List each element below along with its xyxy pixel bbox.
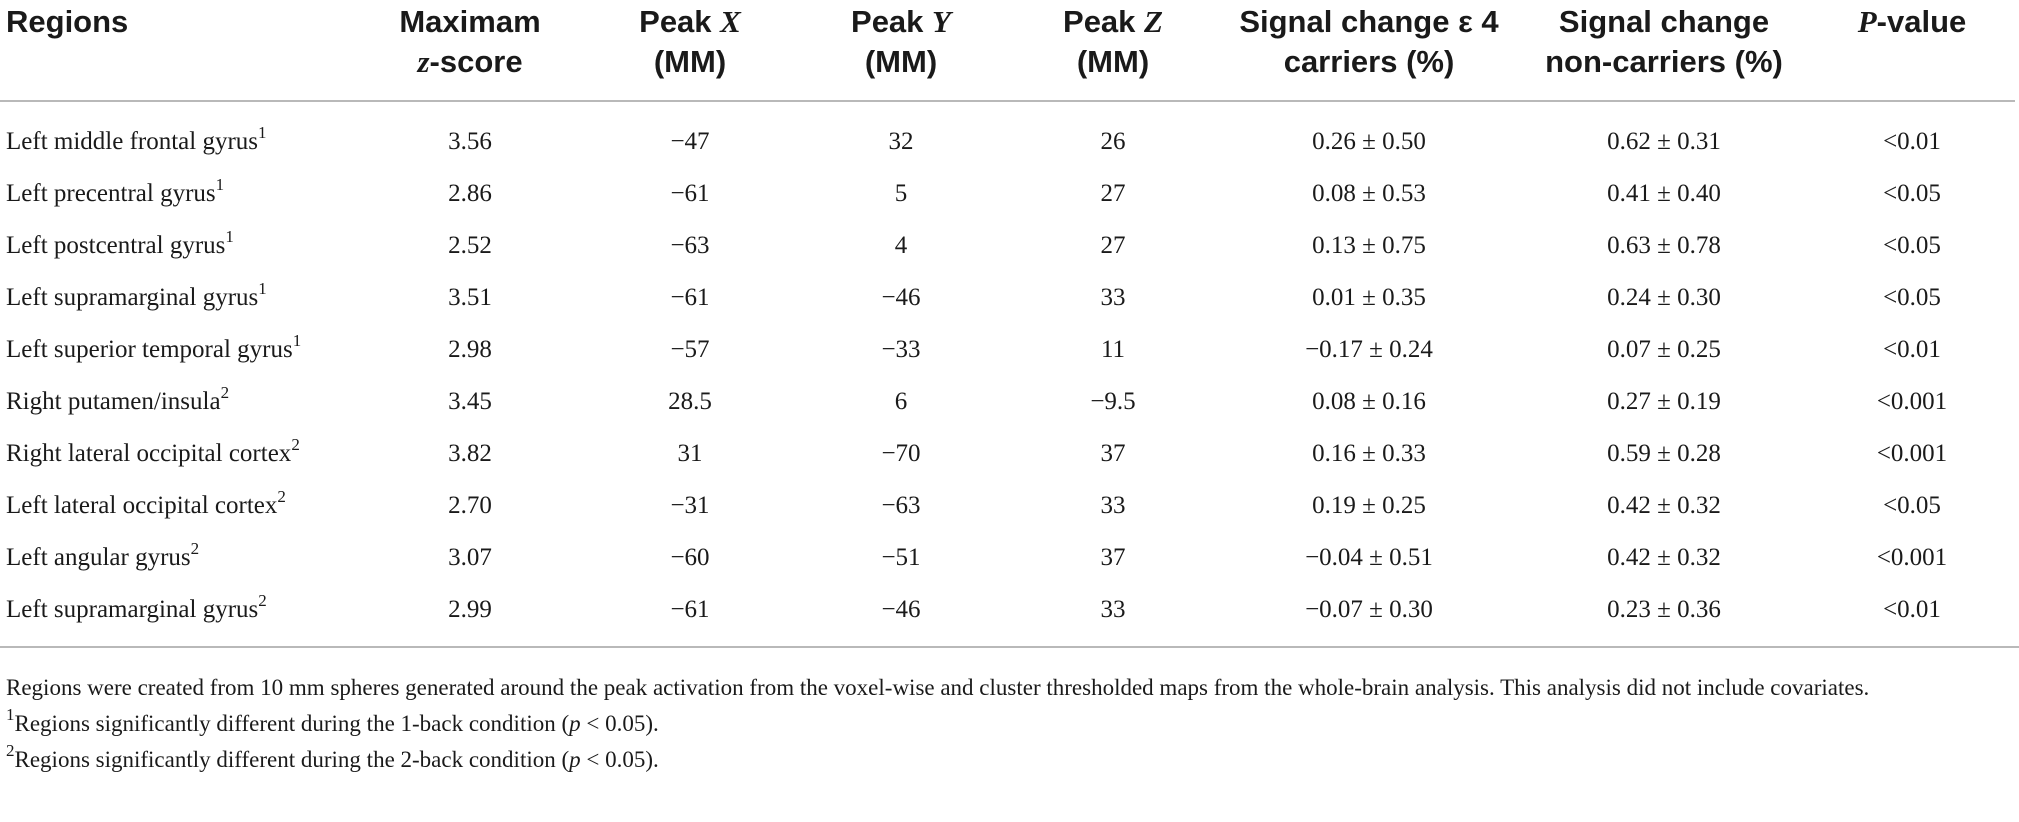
signal-non-carriers-cell: 0.24 ± 0.30 — [1607, 284, 1721, 311]
header-regions — [0, 0, 355, 101]
peak-z-cell: 37 — [1100, 544, 1126, 571]
signal-carriers-cell: 0.19 ± 0.25 — [1312, 492, 1426, 519]
footnote-2-text-post: < 0.05). — [580, 747, 659, 772]
peak-x-cell: −60 — [670, 544, 710, 571]
region-name: Left postcentral gyrus — [6, 232, 226, 259]
footnote-1-text-pre: Regions significantly different during the 1-back condition ( — [14, 711, 570, 736]
region-name: Left middle frontal gyrus — [6, 128, 259, 155]
region-cell — [0, 532, 355, 584]
table-header — [0, 0, 2015, 101]
peak-y-cell: −70 — [881, 440, 921, 467]
table-row — [0, 584, 2015, 636]
region-name: Left superior temporal gyrus — [6, 336, 293, 363]
peak-x-cell: −61 — [670, 180, 710, 207]
header-max-z-score — [355, 0, 585, 101]
header-peak-y-line1 — [799, 2, 1003, 42]
signal-non-carriers-cell: 0.42 ± 0.32 — [1607, 492, 1721, 519]
table-row — [0, 324, 2015, 376]
footnote-2-marker: 2 — [6, 741, 15, 761]
peak-y-cell: −46 — [881, 596, 921, 623]
p-value-cell: <0.05 — [1883, 180, 1941, 207]
p-value-cell: <0.001 — [1876, 544, 1948, 571]
signal-non-carriers-cell: 0.59 ± 0.28 — [1607, 440, 1721, 467]
table-row — [0, 480, 2015, 532]
region-cell — [0, 428, 355, 480]
peak-x-cell: −57 — [670, 336, 710, 363]
signal-carriers-cell: 0.26 ± 0.50 — [1312, 128, 1426, 155]
peak-z-cell: 27 — [1100, 232, 1126, 259]
header-peak-z-unit: (MM) — [1076, 44, 1150, 79]
table-footnotes — [6, 670, 2011, 778]
p-value-cell: <0.01 — [1883, 128, 1941, 155]
peak-z-cell: 33 — [1100, 492, 1126, 519]
peak-y-cell: 4 — [894, 232, 908, 259]
peak-z-cell: 37 — [1100, 440, 1126, 467]
header-p-value-label — [1813, 2, 2011, 42]
table-row — [0, 272, 2015, 324]
table-row — [0, 220, 2015, 272]
peak-x-cell: −63 — [670, 232, 710, 259]
header-p-rest: -value — [1876, 4, 1967, 39]
signal-carriers-cell: 0.13 ± 0.75 — [1312, 232, 1426, 259]
footnote-marker: 1 — [215, 174, 225, 194]
p-value-cell: <0.01 — [1883, 336, 1941, 363]
region-name: Left supramarginal gyrus — [6, 284, 259, 311]
max-z-cell: 2.99 — [448, 596, 492, 623]
max-z-cell: 2.52 — [448, 232, 492, 259]
table-note-main: Regions were created from 10 mm spheres generated around the peak activation from the voxel-wise and cluster thresholded maps from the whole-brain analysis. This analysis did not include covariates. — [6, 675, 1870, 700]
header-signal-carriers-line2: carriers (%) — [1283, 44, 1455, 79]
signal-non-carriers-cell: 0.62 ± 0.31 — [1607, 128, 1721, 155]
peak-y-cell: 5 — [894, 180, 908, 207]
max-z-cell: 3.56 — [448, 128, 492, 155]
peak-y-cell: −46 — [881, 284, 921, 311]
signal-carriers-cell: 0.01 ± 0.35 — [1312, 284, 1426, 311]
footnote-1-p: p — [569, 711, 581, 736]
max-z-cell: 2.70 — [448, 492, 492, 519]
header-regions-label: Regions — [6, 4, 129, 39]
signal-carriers-cell: −0.17 ± 0.24 — [1305, 336, 1433, 363]
region-name: Right putamen/insula — [6, 388, 221, 415]
table-bottom-rule — [0, 636, 2019, 648]
max-z-cell: 2.98 — [448, 336, 492, 363]
header-signal-carriers — [1219, 0, 1519, 101]
peak-x-cell: 28.5 — [668, 388, 712, 415]
signal-non-carriers-cell: 0.27 ± 0.19 — [1607, 388, 1721, 415]
footnote-1-marker: 1 — [6, 705, 15, 725]
max-z-cell: 2.86 — [448, 180, 492, 207]
footnote-marker: 2 — [291, 434, 300, 454]
signal-carriers-cell: 0.08 ± 0.16 — [1312, 388, 1426, 415]
peak-y-cell: 6 — [894, 388, 908, 415]
header-row — [0, 0, 2015, 101]
footnote-2 — [6, 742, 2011, 778]
header-peak-y-unit: (MM) — [864, 44, 938, 79]
region-name: Left supramarginal gyrus — [6, 596, 259, 623]
footnote-marker: 1 — [258, 122, 267, 142]
signal-non-carriers-cell: 0.42 ± 0.32 — [1607, 544, 1721, 571]
header-peak-y — [795, 0, 1007, 101]
signal-carriers-cell: −0.07 ± 0.30 — [1305, 596, 1433, 623]
signal-carriers-cell: −0.04 ± 0.51 — [1305, 544, 1433, 571]
footnote-marker: 1 — [292, 330, 302, 350]
max-z-cell: 3.45 — [448, 388, 492, 415]
footnote-marker: 1 — [225, 226, 234, 246]
footnote-marker: 2 — [190, 538, 200, 558]
table-row — [0, 532, 2015, 584]
region-name: Left precentral gyrus — [6, 180, 216, 207]
signal-non-carriers-cell: 0.23 ± 0.36 — [1607, 596, 1721, 623]
peak-x-cell: −61 — [670, 596, 710, 623]
peak-y-cell: −51 — [881, 544, 921, 571]
header-signal-non-carriers-line2: non-carriers (%) — [1545, 44, 1783, 79]
p-value-cell: <0.001 — [1876, 440, 1948, 467]
header-peak-y-word: Peak — [851, 4, 933, 39]
header-peak-x-word: Peak — [639, 4, 721, 39]
header-signal-carriers-line1: Signal change ε 4 — [1239, 4, 1499, 39]
footnote-2-text-pre: Regions significantly different during the 2-back condition ( — [14, 747, 570, 772]
peak-z-cell: −9.5 — [1090, 388, 1136, 415]
peak-x-cell: −31 — [670, 492, 710, 519]
signal-non-carriers-cell: 0.41 ± 0.40 — [1607, 180, 1721, 207]
header-peak-x-letter: X — [720, 4, 741, 39]
table-row — [0, 376, 2015, 428]
footnote-1-text-post: < 0.05). — [580, 711, 659, 736]
peak-y-cell: −33 — [881, 336, 921, 363]
region-name: Left angular gyrus — [6, 544, 191, 571]
table-row — [0, 428, 2015, 480]
signal-carriers-cell: 0.08 ± 0.53 — [1312, 180, 1426, 207]
header-z-rest: -score — [429, 44, 523, 79]
region-cell — [0, 101, 355, 168]
peak-x-cell: −47 — [670, 128, 710, 155]
region-cell — [0, 168, 355, 220]
header-z-italic: z — [417, 44, 430, 79]
header-peak-y-letter: Y — [932, 4, 951, 39]
header-max-z-line2 — [359, 42, 581, 82]
max-z-cell: 3.82 — [448, 440, 492, 467]
region-name: Left lateral occipital cortex — [6, 492, 278, 519]
peak-z-cell: 27 — [1100, 180, 1126, 207]
footnote-marker: 1 — [258, 278, 267, 298]
p-value-cell: <0.01 — [1883, 596, 1941, 623]
region-cell — [0, 220, 355, 272]
footnote-1 — [6, 706, 2011, 742]
peak-x-cell: −61 — [670, 284, 710, 311]
header-peak-x-unit: (MM) — [653, 44, 727, 79]
signal-non-carriers-cell: 0.07 ± 0.25 — [1607, 336, 1721, 363]
footnote-marker: 2 — [277, 486, 286, 506]
header-max-z-line1: Maximam — [399, 4, 541, 39]
header-p-letter: P — [1857, 4, 1877, 39]
signal-non-carriers-cell: 0.63 ± 0.78 — [1607, 232, 1721, 259]
signal-carriers-cell: 0.16 ± 0.33 — [1312, 440, 1426, 467]
max-z-cell: 3.07 — [448, 544, 492, 571]
header-peak-x — [585, 0, 795, 101]
footnote-marker: 2 — [220, 382, 230, 402]
header-peak-z — [1007, 0, 1219, 101]
header-signal-non-carriers-line1: Signal change — [1558, 4, 1770, 39]
peak-x-cell: 31 — [677, 440, 703, 467]
peak-y-cell: −63 — [881, 492, 921, 519]
p-value-cell: <0.05 — [1883, 284, 1941, 311]
peak-z-cell: 26 — [1100, 128, 1126, 155]
header-peak-z-word: Peak — [1063, 4, 1145, 39]
table-row — [0, 101, 2015, 168]
p-value-cell: <0.001 — [1876, 388, 1948, 415]
table-body — [0, 101, 2015, 636]
peak-z-cell: 11 — [1100, 336, 1126, 363]
region-cell — [0, 324, 355, 376]
p-value-cell: <0.05 — [1883, 232, 1941, 259]
header-p-value — [1809, 0, 2015, 101]
peak-y-cell: 32 — [888, 128, 914, 155]
region-cell — [0, 272, 355, 324]
peak-z-cell: 33 — [1100, 284, 1126, 311]
p-value-cell: <0.05 — [1883, 492, 1941, 519]
header-peak-z-line1 — [1011, 2, 1215, 42]
region-cell — [0, 376, 355, 428]
peak-z-cell: 33 — [1100, 596, 1126, 623]
table-row — [0, 168, 2015, 220]
footnote-marker: 2 — [258, 590, 267, 610]
header-signal-non-carriers — [1519, 0, 1809, 101]
region-cell — [0, 480, 355, 532]
max-z-cell: 3.51 — [448, 284, 492, 311]
region-cell — [0, 584, 355, 636]
footnote-2-p: p — [569, 747, 581, 772]
region-name: Right lateral occipital cortex — [6, 440, 292, 467]
header-peak-x-line1 — [589, 2, 791, 42]
header-peak-z-letter: Z — [1144, 4, 1163, 39]
